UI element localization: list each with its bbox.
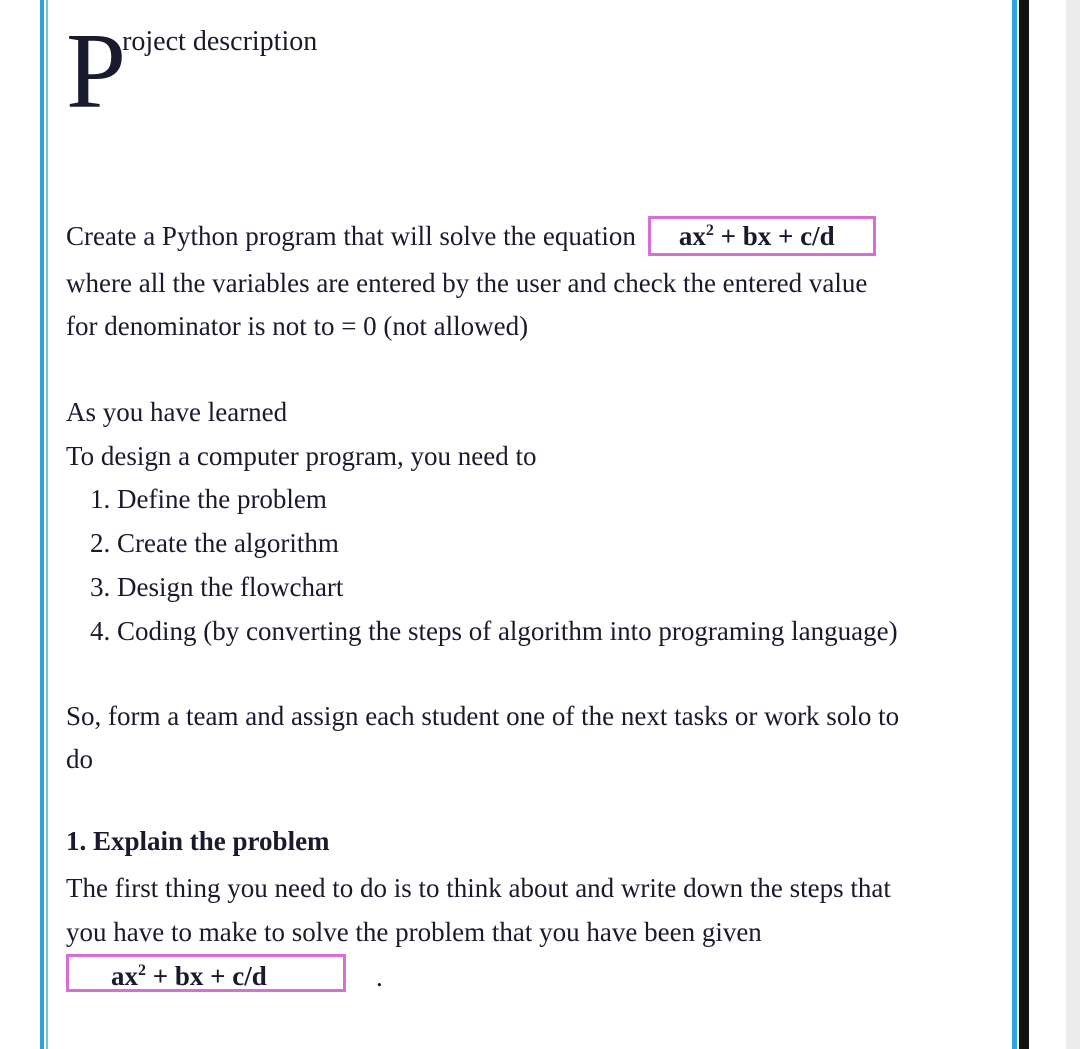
equation-exponent: 2 [138, 962, 146, 979]
page-title [66, 12, 318, 131]
trailing-period: . [376, 962, 383, 992]
section-heading: 1. Explain the problem [66, 826, 330, 856]
list-item: 2. Create the algorithm [90, 528, 339, 558]
equation-exponent: 2 [705, 221, 714, 239]
left-border-outer [40, 0, 44, 1049]
right-border-black [1019, 0, 1029, 1049]
section-line-1: The first thing you need to do is to think about and write down the steps that [66, 873, 891, 903]
equation-prefix: ax [111, 961, 138, 991]
scroll-track[interactable] [1066, 0, 1080, 1049]
title-text: roject description [122, 26, 318, 57]
intro-line-3: for denominator is not to = 0 (not allowed) [66, 311, 529, 341]
title-dropcap: P [66, 12, 127, 131]
team-line-1: So, form a team and assign each student one of the next tasks or work solo to [66, 701, 900, 731]
right-border-blue [1012, 0, 1017, 1049]
team-line-2: do [66, 744, 93, 774]
equation-prefix: ax [678, 220, 706, 251]
learned-line-1: As you have learned [66, 397, 288, 427]
equation-suffix: + bx + c/d [713, 220, 835, 251]
intro-text: Create a Python program that will solve the equation [66, 221, 636, 251]
steps-list [90, 477, 898, 653]
section-line-2: you have to make to solve the problem that you have been given [66, 917, 762, 947]
intro-line-2: where all the variables are entered by the user and check the entered value [66, 268, 868, 298]
learned-line-2: To design a computer program, you need to [66, 441, 537, 471]
equation-box-2 [66, 954, 346, 992]
list-item: 3. Design the flowchart [90, 572, 344, 602]
equation-suffix: + bx + c/d [146, 961, 267, 991]
intro-line-1 [66, 214, 876, 259]
list-item: 1. Define the problem [90, 484, 327, 514]
left-border-inner [46, 0, 48, 1049]
equation-box [648, 216, 876, 256]
list-item: 4. Coding (by converting the steps of algorithm into programing language) [90, 616, 898, 646]
